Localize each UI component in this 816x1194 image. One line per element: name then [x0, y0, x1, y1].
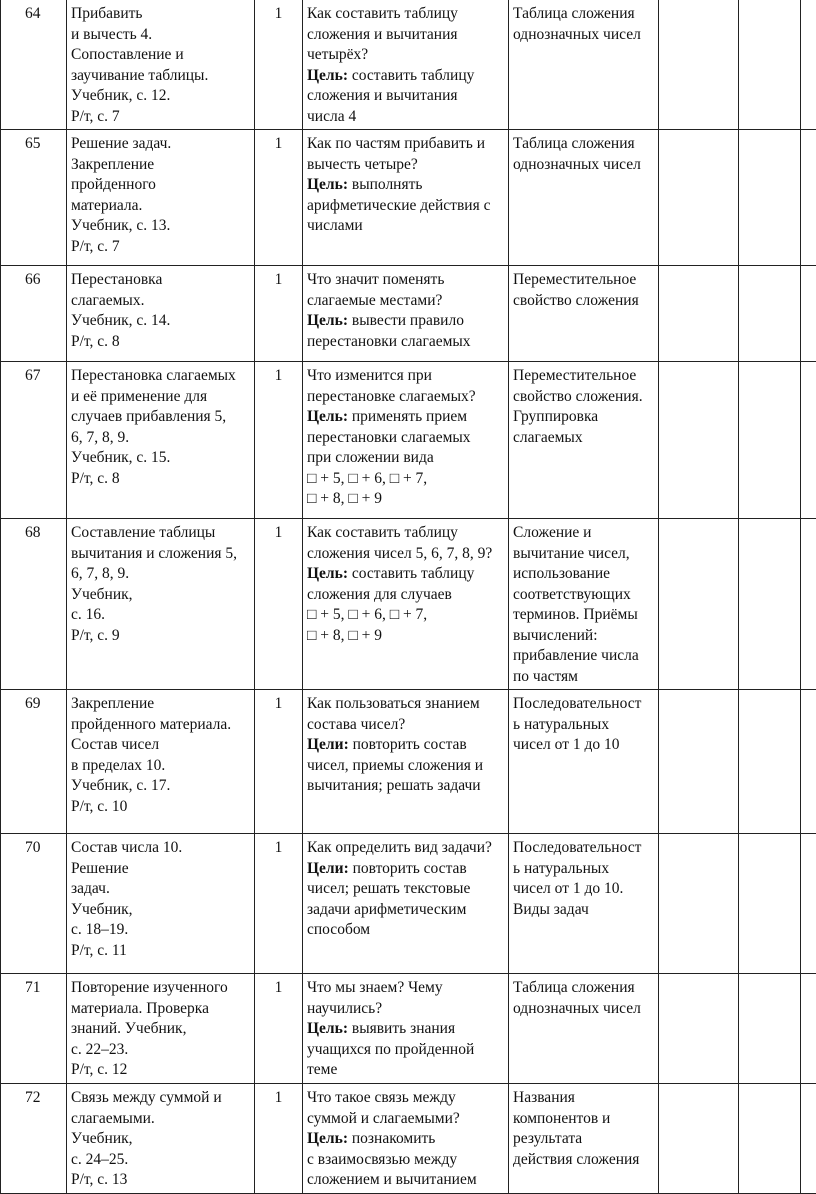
- question-line: четырёх?: [307, 45, 504, 66]
- goal-line: [307, 311, 504, 332]
- lesson-hours: 1: [255, 362, 303, 519]
- goal-text: познакомить: [348, 1130, 435, 1147]
- lesson-question-goal: [303, 266, 509, 362]
- lesson-number: 70: [1, 834, 67, 974]
- lesson-concepts: [509, 362, 659, 519]
- topic-line: и вычесть 4.: [71, 25, 250, 46]
- question-line: слагаемые местами?: [307, 291, 504, 312]
- concept-line: Последовательност: [513, 694, 654, 715]
- concept-line: Виды задач: [513, 900, 654, 921]
- table-row: [1, 362, 816, 519]
- goal-text: задачи арифметическим: [307, 901, 466, 918]
- empty-cell: [739, 519, 801, 690]
- goal-line: [307, 776, 504, 797]
- topic-line: Учебник, с. 14.: [71, 311, 250, 332]
- empty-cell: [659, 1084, 739, 1194]
- concept-line: Группировка: [513, 407, 654, 428]
- concept-line: действия сложения: [513, 1150, 654, 1171]
- concept-line: вычитание чисел,: [513, 544, 654, 565]
- topic-line: Учебник,: [71, 1129, 250, 1150]
- goal-line: [307, 1129, 504, 1150]
- concept-line: соответствующих: [513, 585, 654, 606]
- lesson-hours: 1: [255, 266, 303, 362]
- table-row: [1, 1084, 816, 1194]
- empty-cell: [801, 834, 816, 974]
- empty-cell: [659, 362, 739, 519]
- goal-text: применять прием: [348, 408, 467, 425]
- empty-cell: [659, 690, 739, 834]
- empty-cell: [739, 690, 801, 834]
- concept-line: прибавление числа: [513, 646, 654, 667]
- goal-text: повторить состав: [349, 736, 467, 753]
- lesson-number: 66: [1, 266, 67, 362]
- topic-line: Составление таблицы: [71, 523, 250, 544]
- topic-line: случаев прибавления 5,: [71, 407, 250, 428]
- topic-line: Учебник, с. 13.: [71, 216, 250, 237]
- empty-cell: [801, 0, 816, 130]
- table-row: [1, 0, 816, 130]
- empty-cell: [801, 974, 816, 1084]
- lesson-topic: [67, 974, 255, 1084]
- lesson-concepts: [509, 1084, 659, 1194]
- goal-text: составить таблицу: [348, 67, 474, 84]
- concept-line: терминов. Приёмы: [513, 605, 654, 626]
- lesson-topic: [67, 130, 255, 266]
- topic-line: материала. Проверка: [71, 999, 250, 1020]
- question-line: суммой и слагаемыми?: [307, 1109, 504, 1130]
- lesson-concepts: [509, 834, 659, 974]
- concept-line: Сложение и: [513, 523, 654, 544]
- lesson-question-goal: [303, 0, 509, 130]
- topic-line: Закрепление: [71, 155, 250, 176]
- lesson-question-goal: [303, 362, 509, 519]
- goal-text: арифметические действия с: [307, 197, 490, 214]
- topic-line: Учебник,: [71, 900, 250, 921]
- topic-line: Решение: [71, 859, 250, 880]
- goal-label: Цели:: [307, 860, 349, 877]
- empty-cell: [739, 1084, 801, 1194]
- goal-text: составить таблицу: [348, 565, 474, 582]
- lesson-topic: [67, 0, 255, 130]
- lesson-concepts: [509, 519, 659, 690]
- lesson-hours: 1: [255, 690, 303, 834]
- question-line: вычесть четыре?: [307, 155, 504, 176]
- question-line: Что такое связь между: [307, 1088, 504, 1109]
- goal-text: чисел; решать текстовые: [307, 880, 470, 897]
- goal-line: [307, 196, 504, 217]
- goal-line: [307, 428, 504, 449]
- topic-line: Р/т, с. 8: [71, 469, 250, 490]
- topic-line: вычитания и сложения 5,: [71, 544, 250, 565]
- lesson-hours: 1: [255, 519, 303, 690]
- empty-cell: [739, 0, 801, 130]
- lesson-concepts: [509, 0, 659, 130]
- goal-line: [307, 879, 504, 900]
- lesson-question-goal: [303, 1084, 509, 1194]
- lesson-topic: [67, 266, 255, 362]
- topic-line: заучивание таблицы.: [71, 66, 250, 87]
- concept-line: Переместительное: [513, 270, 654, 291]
- question-line: научились?: [307, 999, 504, 1020]
- table-row: [1, 974, 816, 1084]
- goal-line: [307, 605, 504, 626]
- lesson-concepts: [509, 974, 659, 1084]
- goal-label: Цель:: [307, 67, 348, 84]
- goal-line: [307, 216, 504, 237]
- topic-line: задач.: [71, 879, 250, 900]
- concept-line: однозначных чисел: [513, 999, 654, 1020]
- lesson-concepts: [509, 130, 659, 266]
- lesson-question-goal: [303, 834, 509, 974]
- goal-text: с взаимосвязью между: [307, 1151, 457, 1168]
- goal-line: [307, 332, 504, 353]
- topic-line: Учебник, с. 17.: [71, 776, 250, 797]
- lesson-topic: [67, 519, 255, 690]
- goal-text: при сложении вида: [307, 449, 434, 466]
- topic-line: 6, 7, 8, 9.: [71, 428, 250, 449]
- goal-label: Цель:: [307, 408, 348, 425]
- topic-line: Р/т, с. 13: [71, 1170, 250, 1191]
- concept-line: вычислений:: [513, 626, 654, 647]
- empty-cell: [739, 130, 801, 266]
- goal-line: [307, 1150, 504, 1171]
- goal-line: [307, 1019, 504, 1040]
- concept-line: Последовательност: [513, 838, 654, 859]
- empty-cell: [659, 974, 739, 1084]
- topic-line: Р/т, с. 12: [71, 1060, 250, 1081]
- goal-text: чисел, приемы сложения и: [307, 757, 483, 774]
- lesson-question-goal: [303, 130, 509, 266]
- topic-line: слагаемых.: [71, 291, 250, 312]
- concept-line: Таблица сложения: [513, 4, 654, 25]
- question-line: Как определить вид задачи?: [307, 838, 504, 859]
- lesson-topic: [67, 1084, 255, 1194]
- concept-line: по частям: [513, 667, 654, 688]
- topic-line: Перестановка слагаемых: [71, 366, 250, 387]
- goal-text: □ + 5, □ + 6, □ + 7,: [307, 470, 427, 487]
- topic-line: Закрепление: [71, 694, 250, 715]
- goal-line: [307, 407, 504, 428]
- lesson-hours: 1: [255, 834, 303, 974]
- question-line: Что мы знаем? Чему: [307, 978, 504, 999]
- topic-line: слагаемыми.: [71, 1109, 250, 1130]
- concept-line: Названия: [513, 1088, 654, 1109]
- concept-line: свойство сложения: [513, 291, 654, 312]
- topic-line: и её применение для: [71, 387, 250, 408]
- topic-line: Состав числа 10.: [71, 838, 250, 859]
- goal-text: сложения для случаев: [307, 586, 452, 603]
- concept-line: чисел от 1 до 10: [513, 735, 654, 756]
- topic-line: Р/т, с. 9: [71, 626, 250, 647]
- goal-text: вывести правило: [348, 312, 464, 329]
- empty-cell: [801, 362, 816, 519]
- topic-line: пройденного материала.: [71, 715, 250, 736]
- empty-cell: [801, 130, 816, 266]
- concept-line: использование: [513, 564, 654, 585]
- lesson-number: 64: [1, 0, 67, 130]
- topic-line: Учебник, с. 15.: [71, 448, 250, 469]
- topic-line: с. 16.: [71, 605, 250, 626]
- goal-text: перестановки слагаемых: [307, 333, 471, 350]
- goal-line: [307, 175, 504, 196]
- goal-label: Цель:: [307, 1020, 348, 1037]
- question-line: состава чисел?: [307, 715, 504, 736]
- goal-text: сложением и вычитанием: [307, 1171, 477, 1188]
- concept-line: Таблица сложения: [513, 134, 654, 155]
- goal-label: Цель:: [307, 1130, 348, 1147]
- lesson-topic: [67, 690, 255, 834]
- topic-line: Р/т, с. 10: [71, 797, 250, 818]
- question-line: Что изменится при: [307, 366, 504, 387]
- concept-line: свойство сложения.: [513, 387, 654, 408]
- empty-cell: [801, 1084, 816, 1194]
- question-line: Как составить таблицу: [307, 523, 504, 544]
- empty-cell: [801, 690, 816, 834]
- goal-line: [307, 448, 504, 469]
- goal-line: [307, 1040, 504, 1061]
- empty-cell: [801, 266, 816, 362]
- question-line: Как составить таблицу: [307, 4, 504, 25]
- question-line: сложения и вычитания: [307, 25, 504, 46]
- topic-line: Решение задач.: [71, 134, 250, 155]
- goal-line: [307, 900, 504, 921]
- topic-line: Р/т, с. 7: [71, 237, 250, 258]
- empty-cell: [659, 130, 739, 266]
- goal-line: [307, 756, 504, 777]
- goal-text: способом: [307, 921, 370, 938]
- concept-line: однозначных чисел: [513, 155, 654, 176]
- goal-line: [307, 489, 504, 510]
- lesson-hours: 1: [255, 974, 303, 1084]
- empty-cell: [801, 519, 816, 690]
- topic-line: Связь между суммой и: [71, 1088, 250, 1109]
- empty-cell: [659, 519, 739, 690]
- topic-line: Р/т, с. 11: [71, 941, 250, 962]
- goal-line: [307, 735, 504, 756]
- concept-line: чисел от 1 до 10.: [513, 879, 654, 900]
- topic-line: Р/т, с. 8: [71, 332, 250, 353]
- lesson-number: 69: [1, 690, 67, 834]
- topic-line: Р/т, с. 7: [71, 107, 250, 128]
- goal-line: [307, 66, 504, 87]
- goal-text: числами: [307, 217, 363, 234]
- topic-line: материала.: [71, 196, 250, 217]
- concept-line: ь натуральных: [513, 715, 654, 736]
- lesson-hours: 1: [255, 130, 303, 266]
- goal-text: сложения и вычитания: [307, 87, 458, 104]
- concept-line: результата: [513, 1129, 654, 1150]
- goal-label: Цель:: [307, 565, 348, 582]
- goal-text: учащихся по пройденной: [307, 1041, 474, 1058]
- empty-cell: [659, 0, 739, 130]
- lesson-hours: 1: [255, 1084, 303, 1194]
- goal-line: [307, 585, 504, 606]
- topic-line: с. 24–25.: [71, 1150, 250, 1171]
- goal-line: [307, 626, 504, 647]
- concept-line: ь натуральных: [513, 859, 654, 880]
- topic-line: Состав чисел: [71, 735, 250, 756]
- topic-line: Учебник,: [71, 585, 250, 606]
- table-row: [1, 519, 816, 690]
- lesson-number: 71: [1, 974, 67, 1084]
- lesson-question-goal: [303, 690, 509, 834]
- goal-line: [307, 469, 504, 490]
- goal-label: Цели:: [307, 736, 349, 753]
- concept-line: компонентов и: [513, 1109, 654, 1130]
- topic-line: Сопоставление и: [71, 45, 250, 66]
- concept-line: однозначных чисел: [513, 25, 654, 46]
- goal-text: теме: [307, 1061, 337, 1078]
- lesson-topic: [67, 834, 255, 974]
- goal-text: повторить состав: [349, 860, 467, 877]
- empty-cell: [739, 974, 801, 1084]
- question-line: Что значит поменять: [307, 270, 504, 291]
- table-row: [1, 130, 816, 266]
- question-line: перестановке слагаемых?: [307, 387, 504, 408]
- topic-line: в пределах 10.: [71, 756, 250, 777]
- question-line: Как по частям прибавить и: [307, 134, 504, 155]
- concept-line: слагаемых: [513, 428, 654, 449]
- goal-label: Цель:: [307, 312, 348, 329]
- lesson-number: 68: [1, 519, 67, 690]
- lesson-hours: 1: [255, 0, 303, 130]
- goal-line: [307, 859, 504, 880]
- goal-line: [307, 1060, 504, 1081]
- empty-cell: [659, 266, 739, 362]
- topic-line: знаний. Учебник,: [71, 1019, 250, 1040]
- concept-line: Таблица сложения: [513, 978, 654, 999]
- goal-line: [307, 920, 504, 941]
- concept-line: Переместительное: [513, 366, 654, 387]
- lesson-question-goal: [303, 974, 509, 1084]
- lesson-concepts: [509, 266, 659, 362]
- goal-line: [307, 564, 504, 585]
- lesson-number: 65: [1, 130, 67, 266]
- table-row: [1, 690, 816, 834]
- goal-text: перестановки слагаемых: [307, 429, 471, 446]
- table-row: [1, 266, 816, 362]
- lesson-topic: [67, 362, 255, 519]
- lesson-number: 72: [1, 1084, 67, 1194]
- empty-cell: [739, 362, 801, 519]
- goal-text: выполнять: [348, 176, 422, 193]
- question-line: сложения чисел 5, 6, 7, 8, 9?: [307, 544, 504, 565]
- topic-line: Учебник, с. 12.: [71, 86, 250, 107]
- topic-line: с. 18–19.: [71, 920, 250, 941]
- goal-label: Цель:: [307, 176, 348, 193]
- goal-line: [307, 86, 504, 107]
- goal-text: выявить знания: [348, 1020, 455, 1037]
- lesson-number: 67: [1, 362, 67, 519]
- goal-line: [307, 1170, 504, 1191]
- empty-cell: [739, 834, 801, 974]
- topic-line: 6, 7, 8, 9.: [71, 564, 250, 585]
- goal-text: вычитания; решать задачи: [307, 777, 481, 794]
- topic-line: пройденного: [71, 175, 250, 196]
- lesson-concepts: [509, 690, 659, 834]
- goal-text: □ + 8, □ + 9: [307, 627, 382, 644]
- goal-text: числа 4: [307, 108, 356, 125]
- table-row: [1, 834, 816, 974]
- topic-line: Прибавить: [71, 4, 250, 25]
- lesson-question-goal: [303, 519, 509, 690]
- empty-cell: [659, 834, 739, 974]
- topic-line: Перестановка: [71, 270, 250, 291]
- topic-line: с. 22–23.: [71, 1040, 250, 1061]
- empty-cell: [739, 266, 801, 362]
- goal-text: □ + 8, □ + 9: [307, 490, 382, 507]
- topic-line: Повторение изученного: [71, 978, 250, 999]
- goal-line: [307, 107, 504, 128]
- question-line: Как пользоваться знанием: [307, 694, 504, 715]
- goal-text: □ + 5, □ + 6, □ + 7,: [307, 606, 427, 623]
